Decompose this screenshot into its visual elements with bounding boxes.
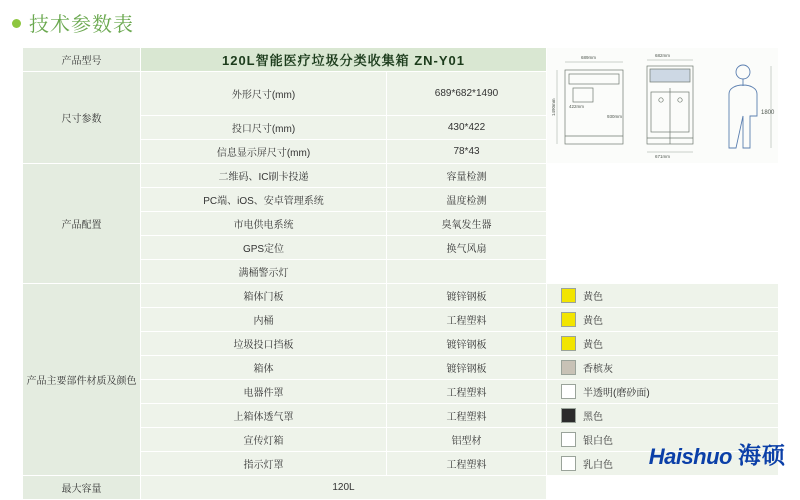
- spec-table: [22, 47, 779, 500]
- config-row-left-3: GPS定位: [141, 236, 387, 260]
- dim-top-left: 689mm: [581, 55, 597, 60]
- brand-logo-cn: 海硕: [738, 442, 786, 468]
- material-part-6: 宣传灯箱: [141, 428, 387, 452]
- material-color-0: 黄色: [583, 292, 604, 303]
- table-row: [23, 284, 779, 308]
- model-label: 产品型号: [23, 48, 141, 72]
- table-row: [23, 476, 779, 500]
- dim-bottom: 671mm: [655, 154, 671, 159]
- config-row-right-1: 温度检测: [387, 188, 547, 212]
- material-color-5: 黑色: [583, 412, 604, 423]
- material-type-4: 工程塑料: [387, 380, 547, 404]
- section-config-label: 产品配置: [23, 164, 141, 284]
- logo-cell: [547, 476, 779, 500]
- material-part-7: 指示灯罩: [141, 452, 387, 476]
- material-color-2: 黄色: [583, 340, 604, 351]
- product-title: 120L智能医疗垃圾分类收集箱 ZN-Y01: [141, 48, 547, 72]
- size-row-value-0: 689*682*1490: [387, 72, 547, 116]
- material-part-0: 箱体门板: [141, 284, 387, 308]
- material-type-6: 铝型材: [387, 428, 547, 452]
- dim-left-height: 1490mm: [551, 98, 557, 116]
- material-type-2: 镀锌钢板: [387, 332, 547, 356]
- material-color-cell-1: [547, 308, 779, 332]
- capacity-value: 120L: [141, 476, 547, 500]
- section-capacity-label: 最大容量: [23, 476, 141, 500]
- dim-person-height: 1800: [761, 110, 775, 116]
- color-swatch-1: [561, 312, 576, 327]
- size-row-name-0: 外形尺寸(mm): [141, 72, 387, 116]
- material-color-cell-5: [547, 404, 779, 428]
- config-row-right-3: 换气风扇: [387, 236, 547, 260]
- material-part-2: 垃圾投口挡板: [141, 332, 387, 356]
- color-swatch-0: [561, 288, 576, 303]
- config-row-right-0: 容量检测: [387, 164, 547, 188]
- dim-inner-small: 422mm: [569, 104, 585, 109]
- material-color-cell-0: [547, 284, 779, 308]
- material-color-4: 半透明(磨砂面): [583, 388, 650, 399]
- material-type-7: 工程塑料: [387, 452, 547, 476]
- material-color-1: 黄色: [583, 316, 604, 327]
- material-type-1: 工程塑料: [387, 308, 547, 332]
- config-row-left-2: 市电供电系统: [141, 212, 387, 236]
- material-part-5: 上箱体透气罩: [141, 404, 387, 428]
- size-row-name-1: 投口尺寸(mm): [141, 116, 387, 140]
- technical-drawing-cell: [547, 48, 779, 164]
- size-row-value-2: 78*43: [387, 140, 547, 164]
- color-swatch-3: [561, 360, 576, 375]
- color-swatch-5: [561, 408, 576, 423]
- dim-inner-height: 930mm: [607, 114, 623, 119]
- section-size-label: 尺寸参数: [23, 72, 141, 164]
- color-swatch-7: [561, 456, 576, 471]
- dim-top-right: 682mm: [655, 53, 671, 58]
- table-row: [23, 164, 779, 188]
- config-row-left-4: 满桶警示灯: [141, 260, 387, 284]
- section-materials-label: 产品主要部件材质及颜色: [23, 284, 141, 476]
- material-color-cell-2: [547, 332, 779, 356]
- page-title: 技术参数表: [29, 13, 134, 36]
- material-color-cell-4: [547, 380, 779, 404]
- size-row-value-1: 430*422: [387, 116, 547, 140]
- material-part-1: 内桶: [141, 308, 387, 332]
- table-row: [23, 48, 779, 72]
- size-row-name-2: 信息显示屏尺寸(mm): [141, 140, 387, 164]
- drawing-svg: [547, 48, 779, 163]
- material-color-3: 香槟灰: [583, 364, 614, 375]
- color-swatch-4: [561, 384, 576, 399]
- material-color-cell-3: [547, 356, 779, 380]
- drawing-spacer: [547, 164, 779, 284]
- material-type-3: 镀锌钢板: [387, 356, 547, 380]
- config-row-left-1: PC端、iOS、安卓管理系统: [141, 188, 387, 212]
- technical-drawing: [547, 48, 778, 163]
- brand-logo-en: Haishuo: [648, 444, 732, 469]
- bullet-dot-icon: [12, 19, 21, 28]
- config-row-left-0: 二维码、IC刷卡投递: [141, 164, 387, 188]
- color-swatch-2: [561, 336, 576, 351]
- material-type-0: 镀锌钢板: [387, 284, 547, 308]
- config-row-right-2: 臭氧发生器: [387, 212, 547, 236]
- material-color-7: 乳白色: [583, 460, 614, 471]
- material-part-3: 箱体: [141, 356, 387, 380]
- material-type-5: 工程塑料: [387, 404, 547, 428]
- brand-logo: [649, 437, 786, 470]
- config-row-right-4: [387, 260, 547, 284]
- material-color-6: 银白色: [583, 436, 614, 447]
- page-header: [0, 0, 800, 44]
- material-part-4: 电器件罩: [141, 380, 387, 404]
- color-swatch-6: [561, 432, 576, 447]
